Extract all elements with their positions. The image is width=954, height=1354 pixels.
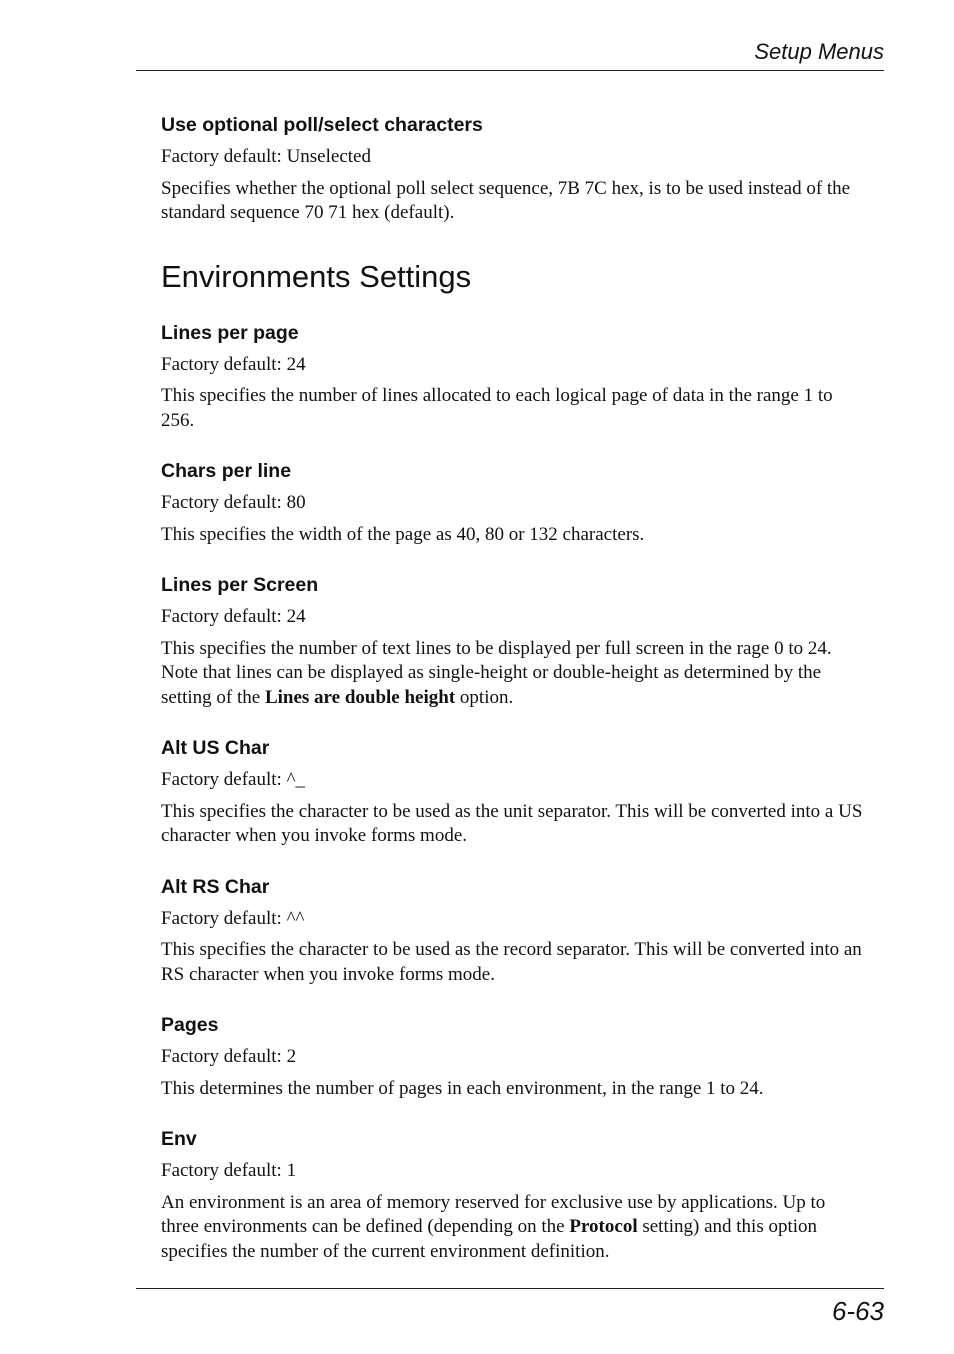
section-description	[161, 637, 866, 711]
section-chars-per-line	[161, 458, 866, 547]
page-content	[161, 112, 866, 1289]
section-title: Env	[161, 1128, 197, 1150]
section-description: This determines the number of pages in each environment, in the range 1 to 24.	[161, 1077, 764, 1099]
section-alt-rs-char	[161, 874, 866, 988]
factory-default: Factory default: 80	[161, 492, 306, 513]
section-alt-us-char	[161, 735, 866, 849]
section-title: Lines per Screen	[161, 574, 319, 596]
section-description: This specifies the number of lines allocated to each logical page of data in the range 1 to 256.	[161, 385, 833, 431]
factory-default: Factory default: 24	[161, 353, 306, 375]
factory-default: Factory default: ^^	[161, 907, 305, 929]
section-title: Use optional poll/select characters	[161, 114, 483, 136]
page-number: 6-63	[831, 1296, 884, 1326]
desc-text: This specifies the number of text lines to be displayed per full screen in the rage 0 to 24. Note that lines can be displayed as single-height or double-height as determined by the setting of the	[161, 637, 832, 708]
footer-rule	[136, 1288, 884, 1289]
running-header: Setup Menus	[754, 39, 884, 64]
chapter-title: Environments Settings	[161, 258, 472, 294]
header-rule	[136, 70, 884, 71]
option-name: Lines are double height	[264, 686, 456, 708]
section-description: This specifies the width of the page as 40, 80 or 132 characters.	[161, 523, 645, 545]
desc-text: An environment is an area of memory reserved for exclusive use by applications. Up to three environments can be defined (depending on the	[161, 1191, 826, 1237]
factory-default: Factory default: 24	[161, 606, 306, 627]
factory-default: Factory default: ^_	[161, 769, 305, 790]
factory-default: Factory default: Unselected	[161, 146, 371, 167]
option-name: Protocol	[569, 1216, 638, 1237]
section-title: Chars per line	[161, 460, 292, 482]
factory-default: Factory default: 1	[161, 1160, 297, 1181]
factory-default: Factory default: 2	[161, 1046, 297, 1067]
section-description	[161, 1191, 866, 1265]
section-description: Specifies whether the optional poll select sequence, 7B 7C hex, is to be used instead of the standard sequence 70 71 hex (default).	[161, 177, 851, 223]
desc-text: option.	[455, 686, 514, 708]
section-title: Lines per page	[161, 321, 299, 344]
section-title: Pages	[161, 1014, 219, 1036]
section-lines-per-page	[161, 320, 866, 434]
desc-text: setting) and this option specifies the number of the current environment definition.	[161, 1216, 818, 1262]
section-env	[161, 1126, 866, 1264]
section-poll-select	[161, 112, 866, 226]
section-title: Alt US Char	[161, 737, 270, 759]
section-lines-per-screen	[161, 572, 866, 710]
section-title: Alt RS Char	[161, 875, 270, 898]
section-description: This specifies the character to be used as the unit separator. This will be converted into a US character when you invoke forms mode.	[161, 800, 863, 846]
section-pages	[161, 1012, 866, 1101]
section-description: This specifies the character to be used as the record separator. This will be converted into an RS character when you invoke forms mode.	[161, 939, 862, 985]
